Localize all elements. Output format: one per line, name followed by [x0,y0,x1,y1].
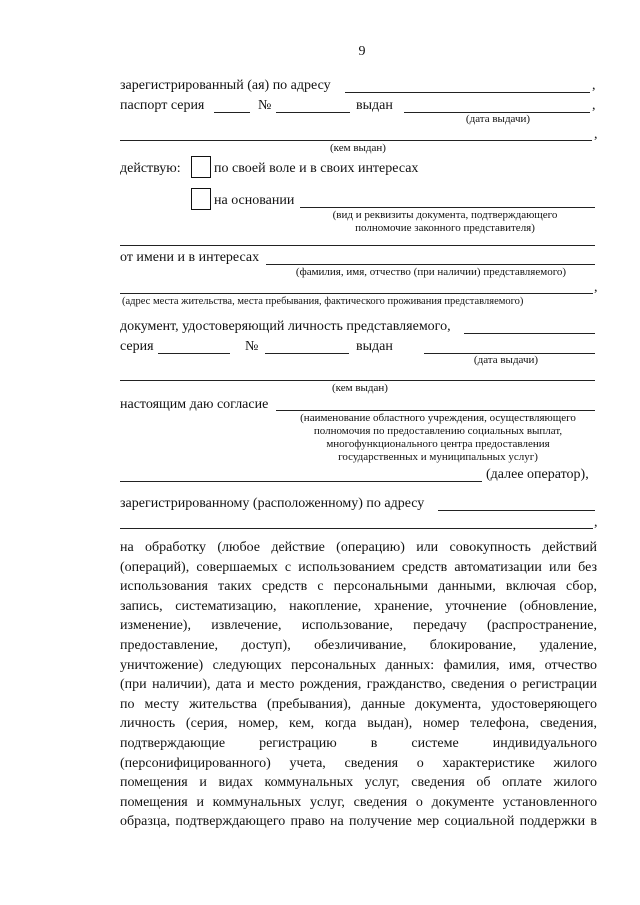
issued-label: выдан [356,339,393,354]
issue-date-caption: (дата выдачи) [473,354,539,366]
body-line: подтверждающие регистрацию в системе индивидуального [120,735,597,751]
body-line: по месту жительства (пребывания), данные документа, удостоверяющего [120,696,597,712]
represented-address-caption: (адрес места жительства, места пребывания, фактического проживания представляемого) [122,296,524,307]
own-will-checkbox[interactable] [191,156,211,178]
body-line: изменение), извлечение, использование, передачу (распространение, [120,618,597,634]
institution-caption-3: многофункционального центра предоставления [326,438,550,450]
comma: , [592,98,596,113]
comma: , [594,515,598,530]
number-sign: № [245,339,259,354]
on-behalf-label: от имени и в интересах [120,250,260,265]
operator-address-label: зарегистрированному (расположенному) по адресу [120,496,425,511]
passport-series-line[interactable] [214,112,250,113]
basis-caption-1: (вид и реквизиты документа, подтверждающего [332,209,558,221]
represented-address-line[interactable] [120,293,593,294]
basis-line[interactable] [300,207,595,208]
body-line: предоставление, доступ), обезличивание, блокирование, удаление, [120,637,597,653]
comma: , [594,280,598,295]
institution-continuation-line[interactable] [120,481,482,482]
institution-caption-4: государственных и муниципальных услуг) [338,451,538,463]
series-label: серия [120,339,154,354]
issued-by-caption: (кем выдан) [330,142,386,154]
represented-name-caption: (фамилия, имя, отчество (при наличии) представляемого) [295,266,567,278]
represented-number-line[interactable] [265,353,349,354]
issue-date-caption: (дата выдачи) [465,113,531,125]
registered-address-label: зарегистрированный (ая) по адресу [120,78,331,93]
operator-address-line[interactable] [438,510,595,511]
body-line: использования таких средств с персональными данными, включая сбор, [120,579,597,595]
represented-issued-by-line[interactable] [120,380,595,381]
body-line: уничтожение) следующих персональных данных: фамилия, имя, отчество [120,657,597,673]
option-on-basis: на основании [214,193,295,208]
body-line: запись, систематизацию, накопление, хранение, уточнение (обновление, [120,598,597,614]
comma: , [594,127,598,142]
represented-id-label: документ, удостоверяющий личность представляемого, [120,319,451,334]
registered-address-line[interactable] [345,92,590,93]
represented-id-line[interactable] [464,333,595,334]
operator-label: (далее оператор), [486,467,589,482]
institution-caption-2: полномочия по предоставлению социальных выплат, [313,425,563,437]
body-line: образца, подтверждающего право на получение мер социальной поддержки в [120,814,597,830]
body-line: (персонифицированного) учета, сведения о характеристике жилого [120,755,597,771]
body-line: на обработку (любое действие (операцию) или совокупность действий [120,540,597,555]
issued-by-caption: (кем выдан) [332,382,388,394]
issued-by-line[interactable] [120,140,592,141]
basis-caption-2: полномочие законного представителя) [355,222,535,234]
consent-body-paragraph [120,538,597,832]
option-own-will: по своей воле и в своих интересах [214,161,419,176]
body-line: личность (серия, номер, кем, когда выдан), номер телефона, сведения, [120,716,597,732]
basis-continuation-line[interactable] [120,245,595,246]
body-line: (при наличии), дата и место рождения, гражданство, сведения о регистрации [120,677,597,693]
body-line: помещения и видах коммунальных услуг, сведения об оплате жилого [120,775,597,791]
operator-address-continuation-line[interactable] [120,528,593,529]
institution-caption-1: (наименование областного учреждения, осуществляющего [300,412,576,424]
page-number: 9 [358,44,366,59]
issued-label: выдан [356,98,393,113]
on-basis-checkbox[interactable] [191,188,211,210]
represented-name-line[interactable] [266,264,595,265]
body-line: помещения и коммунальных услуг, сведения о документе установленного [120,794,597,810]
passport-series-label: паспорт серия [120,98,205,113]
consent-label: настоящим даю согласие [120,397,269,412]
represented-series-line[interactable] [158,353,230,354]
acting-label: действую: [120,161,181,176]
number-sign: № [258,98,272,113]
institution-line[interactable] [276,410,595,411]
comma: , [592,78,596,93]
body-line: (операций), совершаемых с использованием средств автоматизации или без [120,559,597,575]
passport-number-line[interactable] [276,112,350,113]
